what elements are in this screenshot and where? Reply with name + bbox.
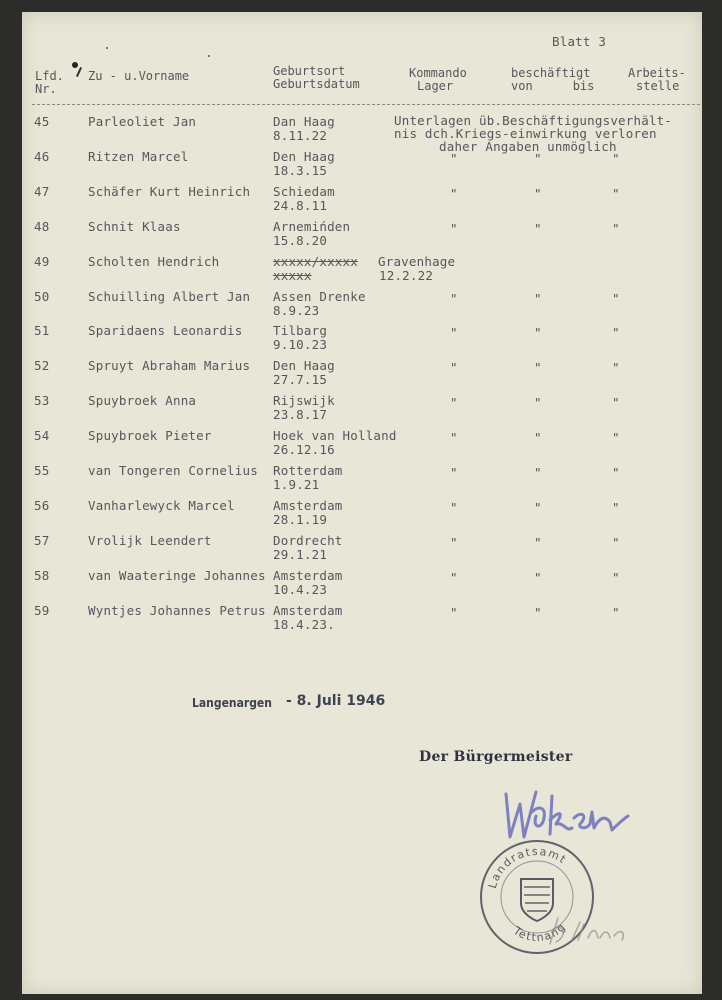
birth-place: Arnemińden <box>273 218 351 234</box>
person-name: Vanharlewyck Marcel <box>88 497 235 513</box>
ditto-kommando: " <box>450 185 458 201</box>
ditto-von: " <box>534 569 542 585</box>
ditto-kommando: " <box>450 499 458 515</box>
ditto-kommando: " <box>450 395 458 411</box>
birth-place: Schiedam <box>273 183 335 199</box>
birth-place: Tilbarg <box>273 323 328 339</box>
ditto-von: " <box>534 220 542 236</box>
birth-date: 18.3.15 <box>273 162 328 178</box>
speck <box>106 47 108 49</box>
ditto-von: " <box>534 604 542 620</box>
row-number: 49 <box>34 253 50 269</box>
birth-date: 8.11.22 <box>273 128 328 143</box>
ditto-von: " <box>534 430 542 446</box>
header-kommando: Kommando Lager <box>409 66 467 93</box>
row-number: 56 <box>34 497 50 513</box>
row-number: 53 <box>34 393 50 409</box>
person-name: Schuilling Albert Jan <box>88 288 251 304</box>
birth-date: 18.4.23. <box>273 616 335 632</box>
ditto-kommando: " <box>450 150 458 166</box>
mayor-title-stamp: Der Bürgermeister <box>419 749 573 765</box>
ditto-bis: " <box>612 360 620 376</box>
birth-date: 1.9.21 <box>273 477 320 492</box>
header-lfd: Lfd. Nr. <box>35 69 64 96</box>
birth-date: 10.4.23 <box>273 581 328 597</box>
ditto-bis: " <box>612 395 620 411</box>
birth-date: 9.10.23 <box>273 337 328 353</box>
ditto-von: " <box>534 150 542 166</box>
birth-date-corrected: 12.2.22 <box>379 267 434 283</box>
date-stamp: - 8. Juli 1946 <box>286 693 386 709</box>
row-number: 47 <box>34 183 50 199</box>
ditto-bis: " <box>612 499 620 515</box>
ditto-von: " <box>534 185 542 201</box>
speck <box>208 55 210 57</box>
birth-date: 26.12.16 <box>273 442 335 458</box>
person-name: Sparidaens Leonardis <box>88 323 243 339</box>
ditto-bis: " <box>612 325 620 341</box>
ditto-bis: " <box>612 604 620 620</box>
row-number: 57 <box>34 532 50 548</box>
ditto-kommando: " <box>450 325 458 341</box>
place-stamp: Langenargen <box>192 696 272 710</box>
birth-place: Dan Haag <box>273 114 335 129</box>
person-name: Spuybroek Pieter <box>88 428 212 444</box>
birth-place: Amsterdam <box>273 497 343 513</box>
row-number: 50 <box>34 288 50 304</box>
row-number: 54 <box>34 428 50 444</box>
ditto-kommando: " <box>450 569 458 585</box>
birth-place-corrected: Gravenhage <box>378 253 456 269</box>
ditto-kommando: " <box>450 430 458 446</box>
birth-place: Amsterdam <box>273 602 343 618</box>
birth-date: 24.8.11 <box>273 197 328 213</box>
missing-records-note: Unterlagen üb.Beschäftigungsverhält- nis dch.Kriegs-einwirkung verloren daher Angaben unmöglich <box>394 113 673 154</box>
birth-place: Amsterdam <box>273 567 343 583</box>
ditto-kommando: " <box>450 465 458 480</box>
person-name: Wyntjes Johannes Petrus <box>88 602 266 618</box>
row-number: 51 <box>34 323 50 339</box>
pencil-scribble <box>542 910 642 950</box>
ditto-kommando: " <box>450 220 458 236</box>
row-number: 46 <box>34 148 50 164</box>
birth-date: 15.8.20 <box>273 232 328 248</box>
birth-place: Den Haag <box>273 358 335 374</box>
header-arbeitsstelle: Arbeits- stelle <box>628 66 686 93</box>
ditto-kommando: " <box>450 360 458 376</box>
ditto-bis: " <box>612 290 620 306</box>
ink-stroke <box>76 67 82 77</box>
birth-place: Den Haag <box>273 148 335 164</box>
seal-top-text: Landratsamt <box>485 844 570 890</box>
birth-place: Dordrecht <box>273 532 343 548</box>
document-sheet <box>22 12 702 994</box>
ditto-kommando: " <box>450 290 458 306</box>
birth-date: 23.8.17 <box>273 407 328 423</box>
header-beschaeftigt: beschäftigt von bis <box>511 66 595 93</box>
seal-bottom-text: Tettnang <box>510 919 569 945</box>
birth-date: 27.7.15 <box>273 372 328 388</box>
header-rule <box>32 104 700 105</box>
sheet-label: Blatt 3 <box>552 34 607 49</box>
birth-place: Assen Drenke <box>273 288 366 304</box>
birth-place: Rijswijk <box>273 393 335 409</box>
ditto-bis: " <box>612 150 620 166</box>
person-name: Schäfer Kurt Heinrich <box>88 183 251 199</box>
row-number: 48 <box>34 218 50 234</box>
ditto-von: " <box>534 534 542 550</box>
person-name: van Tongeren Cornelius <box>88 463 258 478</box>
ditto-bis: " <box>612 465 620 480</box>
birth-place: Rotterdam <box>273 463 343 478</box>
row-number: 58 <box>34 567 50 583</box>
ditto-bis: " <box>612 534 620 550</box>
header-birth: Geburtsort Geburtsdatum <box>273 64 360 91</box>
ditto-bis: " <box>612 430 620 446</box>
person-name: Scholten Hendrich <box>88 253 220 269</box>
person-name: Parleoliet Jan <box>88 114 197 129</box>
birth-date: 8.9.23 <box>273 302 320 318</box>
birth-place: xxxxx/xxxxx <box>273 253 358 269</box>
ditto-von: " <box>534 360 542 376</box>
ditto-von: " <box>534 290 542 306</box>
ditto-bis: " <box>612 569 620 585</box>
person-name: Schnit Klaas <box>88 218 181 234</box>
ditto-kommando: " <box>450 604 458 620</box>
ditto-von: " <box>534 465 542 480</box>
header-name: Zu - u.Vorname <box>88 69 190 83</box>
ditto-von: " <box>534 395 542 411</box>
ditto-von: " <box>534 325 542 341</box>
person-name: Spuybroek Anna <box>88 393 197 409</box>
person-name: Spruyt Abraham Marius <box>88 358 251 374</box>
ditto-bis: " <box>612 185 620 201</box>
ditto-bis: " <box>612 220 620 236</box>
ink-blot <box>72 62 78 68</box>
birth-place: Hoek van Holland <box>273 428 397 444</box>
row-number: 59 <box>34 602 50 618</box>
birth-date: xxxxx <box>273 267 312 283</box>
person-name: Vrolijk Leendert <box>88 532 212 548</box>
row-number: 45 <box>34 114 50 129</box>
ditto-kommando: " <box>450 534 458 550</box>
person-name: van Waateringe Johannes <box>88 567 266 583</box>
row-number: 55 <box>34 463 50 478</box>
birth-date: 28.1.19 <box>273 511 328 527</box>
row-number: 52 <box>34 358 50 374</box>
person-name: Ritzen Marcel <box>88 148 189 164</box>
birth-date: 29.1.21 <box>273 546 328 562</box>
ditto-von: " <box>534 499 542 515</box>
